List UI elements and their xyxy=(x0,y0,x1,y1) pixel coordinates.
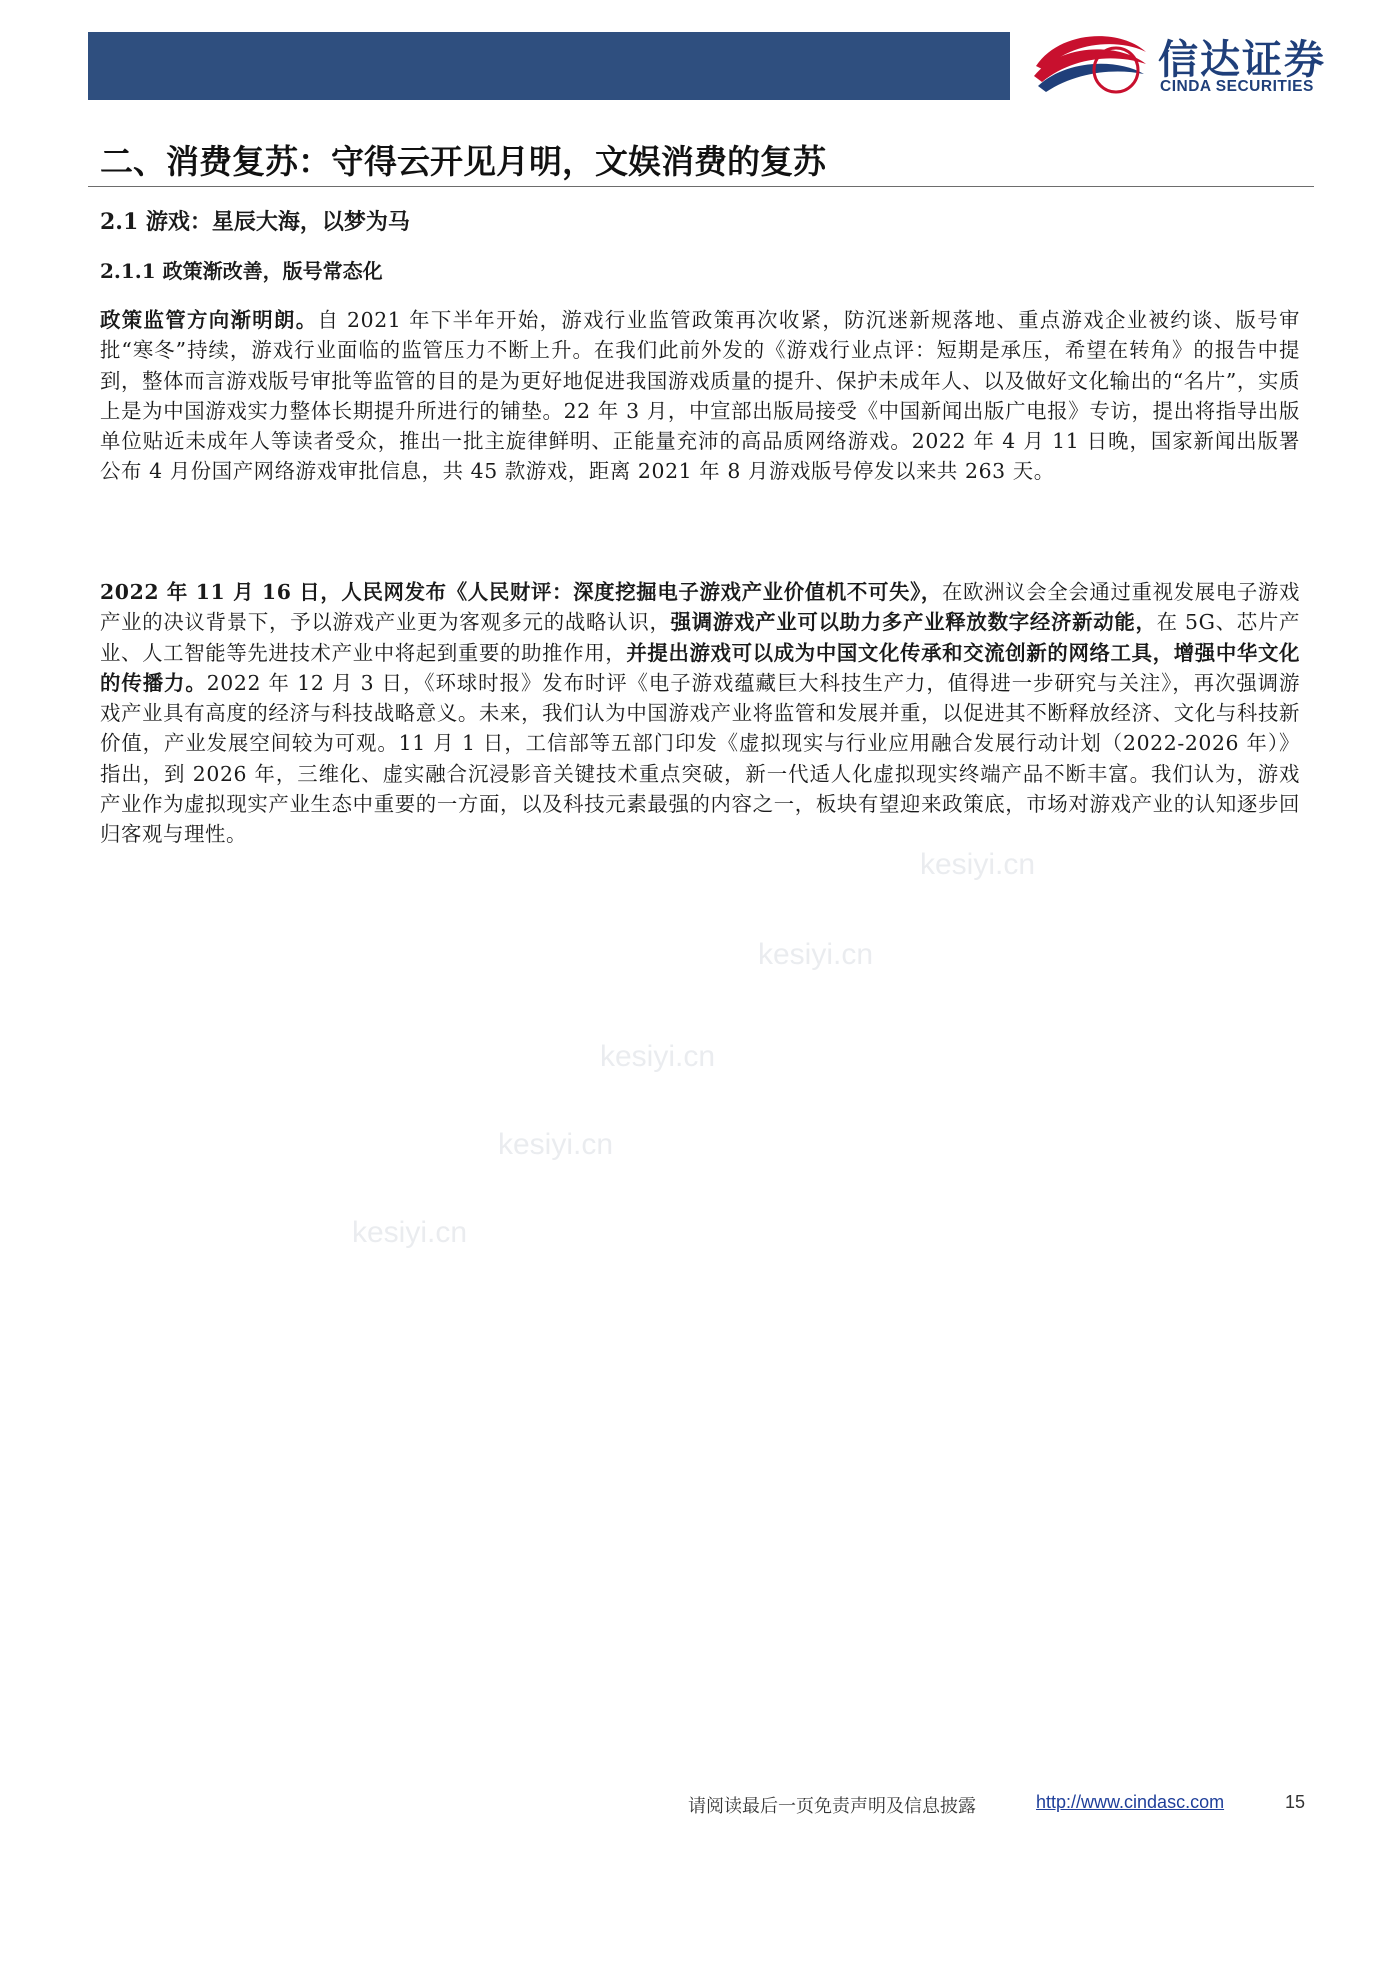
page-number: 15 xyxy=(1285,1792,1306,1812)
paragraph-text: 自 2021 年下半年开始，游戏行业监管政策再次收紧，防沉迷新规落地、重点游戏企业被约谈、版号审批“寒冬”持续，游戏行业面临的监管压力不断上升。在我们此前外发的《游戏行业点评：短期是承压，希望在转角》的报告中提到，整体而言游戏版号审批等监管的目的是为更好地促进我国游戏质量的提升、保护未成年人、以及做好文化输出的“名片”，实质上是为中国游戏实力整体长期提升所进行的铺垫。22 年 3 月，中宣部出版局接受《中国新闻出版广电报》专访，提出将指导出版单位贴近未成年人等读者受众，推出一批主旋律鲜明、正能量充沛的高品质网络游戏。2022 年 4 月 11 日晚，国家新闻出版署公布 4 月份国产网络游戏审批信息，共 45 款游戏，距离 2021 年 8 月游戏版号停发以来共 263 天。 xyxy=(100,308,1301,484)
cinda-logo-icon xyxy=(1030,26,1150,98)
watermark: kesiyi.cn xyxy=(600,1040,716,1073)
watermark: kesiyi.cn xyxy=(758,938,874,971)
paragraph-lead: 2022 年 11 月 16 日，人民网发布《人民财评：深度挖掘电子游戏产业价值机不可失》， xyxy=(100,580,942,604)
brand-name-cn: 信达证券 xyxy=(1158,37,1326,83)
brand-name-en: CINDA SECURITIES xyxy=(1160,78,1314,95)
watermark: kesiyi.cn xyxy=(498,1128,614,1161)
footer-disclaimer: 请阅读最后一页免责声明及信息披露 xyxy=(688,1796,976,1817)
subsection-heading: 2.1.1 政策渐改善，版号常态化 xyxy=(100,259,383,283)
watermark: kesiyi.cn xyxy=(920,848,1036,881)
paragraph-lead: 政策监管方向渐明朗。 xyxy=(100,308,318,332)
title-divider xyxy=(88,186,1314,187)
header-bar xyxy=(88,32,1010,100)
page-title: 二、消费复苏：守得云开见月明，文娱消费的复苏 xyxy=(100,142,826,181)
footer-website-link[interactable]: http://www.cindasc.com xyxy=(1036,1792,1225,1812)
paragraph-text: 在 5G、芯片产业、人工智能等先进技术产业中将起到重要的助推作用， xyxy=(100,610,1300,665)
paragraph-peoples-daily xyxy=(100,577,1300,850)
paragraph-text: 在欧洲议会全会通过重视发展电子游戏产业的决议背景下，予以游戏产业更为客观多元的战略认识， xyxy=(100,580,1300,635)
paragraph-emphasis: 并提出游戏可以成为中国文化传承和交流创新的网络工具，增强中华文化的传播力。 xyxy=(100,640,1300,695)
paragraph-text: 2022 年 12 月 3 日，《环球时报》发布时评《电子游戏蕴藏巨大科技生产力，值得进一步研究与关注》，再次强调游戏产业具有高度的经济与科技战略意义。未来，我们认为中国游戏产业将监管和发展并重，以促进其不断释放经济、文化与科技新价值，产业发展空间较为可观。11 月 1 日，工信部等五部门印发《虚拟现实与行业应用融合发展行动计划（2022-2026 年）》指出，到 2026 年，三维化、虚实融合沉浸影音关键技术重点突破，新一代适人化虚拟现实终端产品不断丰富。我们认为，游戏产业作为虚拟现实产业生态中重要的一方面，以及科技元素最强的内容之一，板块有望迎来政策底，市场对游戏产业的认知逐步回归客观与理性。 xyxy=(100,670,1301,847)
watermark: kesiyi.cn xyxy=(352,1216,468,1249)
paragraph-emphasis: 强调游戏产业可以助力多产业释放数字经济新动能， xyxy=(670,610,1157,635)
paragraph-policy xyxy=(100,305,1300,487)
section-heading: 2.1 游戏：星辰大海，以梦为马 xyxy=(100,209,410,235)
brand-logo xyxy=(1030,22,1375,102)
